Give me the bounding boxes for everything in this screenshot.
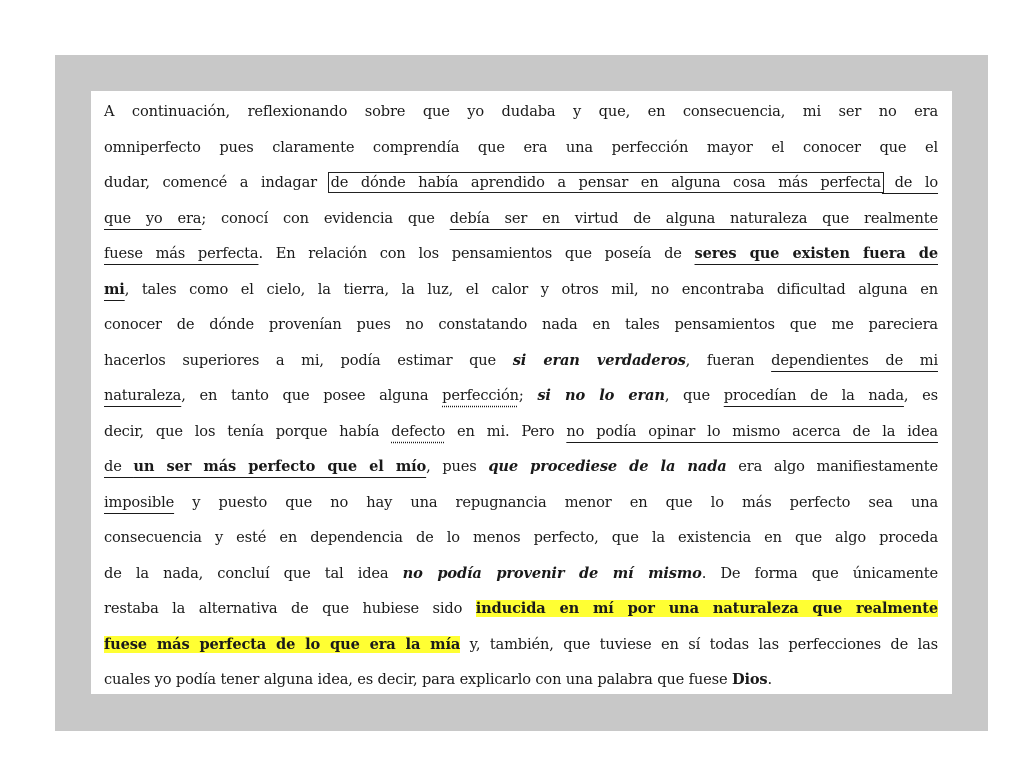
text-segment: era algo manifiestamente [726, 458, 939, 475]
emphasized-text: naturaleza [104, 387, 182, 404]
emphasized-text: debía ser en virtud de alguna naturaleza que realmente [449, 209, 938, 227]
emphasized-text: de [104, 458, 134, 475]
text-segment: . De forma que únicamente [701, 564, 939, 582]
emphasized-text: imposible [104, 493, 175, 511]
emphasized-text: perfección [442, 387, 519, 404]
text-segment: conocer de dónde provenían pues no constatando nada en tales pensamientos que me pareciera [104, 316, 938, 333]
text-segment: cuales yo podía tener alguna idea, es decir, para explicarlo con una palabra que fuese [104, 671, 732, 688]
emphasized-text: de dónde había aprendido a pensar en alguna cosa más perfecta [330, 174, 881, 191]
text-segment: A continuación, reflexionando sobre que yo dudaba y que, en consecuencia, mi ser no era [104, 103, 938, 120]
text-line [104, 662, 938, 698]
text-line [104, 201, 938, 237]
text-line [104, 485, 938, 521]
text-segment: , es [903, 387, 938, 404]
text-line [104, 520, 938, 556]
document-text [104, 94, 938, 698]
emphasized-text: Dios [731, 671, 768, 688]
text-line [104, 94, 938, 130]
text-segment: restaba la alternativa de que hubiese sido [104, 600, 476, 617]
emphasized-text: mi [104, 280, 125, 298]
text-line [104, 236, 938, 272]
emphasized-text: seres que existen fuera de [694, 245, 938, 262]
text-segment: consecuencia y esté en dependencia de lo menos perfecto, que la existencia en que algo proceda [104, 529, 938, 546]
text-line [104, 591, 938, 627]
emphasized-text: no podía provenir de mí mismo [402, 564, 702, 582]
text-line [104, 343, 938, 379]
text-segment: de la nada, concluí que tal idea [104, 564, 403, 582]
text-line [104, 556, 938, 592]
text-segment: hacerlos superiores a mi, podía estimar que [104, 351, 513, 369]
text-segment: , que [664, 387, 724, 404]
emphasized-text: fuese más perfecta [104, 245, 259, 262]
text-line [104, 449, 938, 485]
text-segment: dudar, comencé a indagar [104, 174, 330, 191]
text-line [104, 627, 938, 663]
text-segment: , tales como el cielo, la tierra, la luz, el calor y otros mil, no encontraba dificultad alguna en [124, 280, 938, 298]
text-segment: . En relación con los pensamientos que poseía de [258, 245, 695, 262]
text-segment: en mi. Pero [445, 422, 567, 440]
text-segment: , fueran [685, 351, 772, 369]
text-segment: decir, que los tenía porque había [104, 422, 392, 440]
emphasized-text: que yo era [104, 209, 202, 227]
emphasized-text: fuese más perfecta de lo que era la mía [104, 635, 461, 653]
text-line [104, 165, 938, 201]
text-line [104, 414, 938, 450]
text-line [104, 378, 938, 414]
emphasized-text: procedían de la nada [723, 387, 904, 404]
text-segment: , pues [426, 458, 489, 475]
emphasized-text: un ser más perfecto que el mío [133, 458, 427, 475]
emphasized-text: que procediese de la nada [488, 458, 727, 475]
text-segment: ; conocí con evidencia que [201, 209, 450, 227]
emphasized-text: defecto [391, 422, 446, 440]
emphasized-text: no podía opinar lo mismo acerca de la idea [566, 422, 938, 440]
emphasized-text: de lo [881, 174, 939, 191]
emphasized-text: si eran verdaderos [512, 351, 686, 369]
emphasized-text: si no lo eran [537, 387, 665, 404]
text-segment: omniperfecto pues claramente comprendía que era una perfección mayor el conocer que el [104, 138, 938, 156]
text-segment: y puesto que no hay una repugnancia menor en que lo más perfecto sea una [174, 493, 938, 511]
text-segment: , en tanto que posee alguna [181, 387, 443, 404]
text-line [104, 307, 938, 343]
emphasized-text: dependientes de mi [771, 351, 938, 369]
emphasized-text: inducida en mí por una naturaleza que realmente [475, 600, 938, 617]
text-segment: . [767, 671, 772, 688]
text-line [104, 272, 938, 308]
text-segment: ; [518, 387, 538, 404]
text-line [104, 130, 938, 166]
text-segment: y, también, que tuviese en sí todas las perfecciones de las [460, 635, 938, 653]
